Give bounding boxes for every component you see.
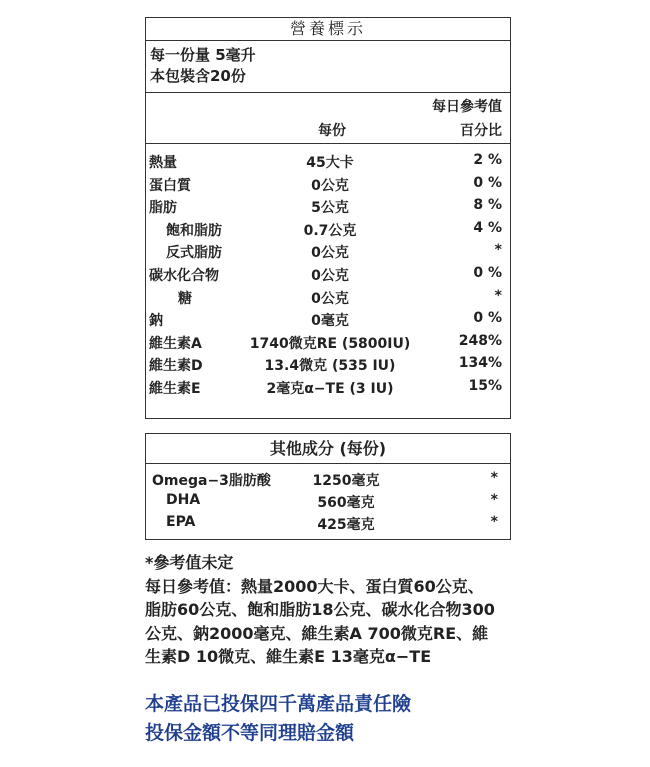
nutrient-row-name: 蛋白質 — [149, 177, 191, 194]
ingredient-row-amount: 1250毫克 — [312, 473, 380, 489]
nutrient-row — [146, 352, 510, 375]
nutrient-row-amount: 2毫克α−TE (3 IU) — [266, 380, 394, 397]
nutrient-row-daily-value: 15% — [468, 377, 502, 394]
nutrient-row — [146, 307, 510, 330]
nutrient-row-amount: 0.7公克 — [303, 222, 357, 239]
ingredient-row-name: EPA — [166, 514, 196, 530]
insurance-line: 投保金額不等同理賠金額 — [145, 722, 355, 744]
nutrient-row-name: 脂肪 — [149, 200, 177, 217]
nutrient-row-daily-value: 248% — [458, 332, 502, 349]
ingredient-row-daily-value: * — [490, 514, 498, 530]
nutrient-row-name: 反式脂肪 — [166, 245, 222, 262]
footnote-line: 生素D 10微克、維生素E 13毫克α−TE — [145, 647, 432, 666]
nutrient-row-name: 維生素A — [149, 335, 202, 352]
nutrient-row-daily-value: 4 % — [473, 219, 502, 236]
nutrient-row-amount: 0公克 — [311, 245, 349, 262]
nutrient-row-name: 維生素D — [149, 358, 203, 375]
nutrient-row — [146, 262, 510, 285]
nutrient-row-daily-value: 0 % — [473, 174, 502, 191]
ingredient-row — [146, 467, 510, 489]
nutrient-row — [146, 285, 510, 308]
ingredient-row-name: DHA — [166, 492, 201, 508]
footnote-line: 每日參考值：熱量2000大卡、蛋白質60公克、 — [145, 576, 484, 596]
nutrient-row-daily-value: 134% — [458, 355, 502, 372]
ingredient-row-amount: 425毫克 — [317, 517, 375, 533]
nutrient-row-name: 飽和脂肪 — [166, 222, 222, 239]
nutrient-row-daily-value: 2 % — [473, 152, 502, 168]
nutrient-row-name: 熱量 — [149, 155, 177, 171]
nutrient-row-daily-value: 0 % — [473, 264, 502, 281]
ingredient-row-amount: 560毫克 — [317, 495, 375, 511]
nutrient-row-daily-value: * — [494, 287, 502, 304]
nutrient-row — [146, 172, 510, 195]
nutrient-row-name: 糖 — [178, 290, 192, 307]
footnote-line: 公克、鈉2000毫克、維生素A 700微克RE、維 — [145, 623, 489, 643]
nutrient-row-amount: 45大卡 — [306, 155, 354, 171]
per-serving-header: 每份 — [318, 123, 346, 139]
servings-per-package: 本包裝含20份 — [150, 67, 246, 85]
nutrient-row — [146, 330, 510, 353]
nutrient-row — [146, 375, 510, 398]
nutrient-row-amount: 0公克 — [311, 177, 349, 194]
nutrient-row-daily-value: 8 % — [473, 197, 502, 214]
daily-value-header-line2: 百分比 — [460, 123, 502, 139]
nutrition-title: 營養標示 — [146, 18, 510, 41]
column-header — [146, 93, 510, 144]
insurance-notice — [145, 690, 525, 748]
nutrient-row-amount: 5公克 — [311, 200, 349, 217]
serving-info — [146, 41, 510, 93]
daily-value-header-line1: 每日參考值 — [432, 99, 502, 115]
footnotes — [145, 551, 515, 669]
nutrient-list — [146, 144, 510, 398]
nutrient-row-amount: 0公克 — [311, 267, 349, 284]
nutrient-row-amount: 0公克 — [311, 290, 349, 307]
nutrient-row-daily-value: * — [494, 242, 502, 259]
nutrition-facts-table — [145, 17, 511, 419]
nutrient-row — [146, 217, 510, 240]
nutrient-row-daily-value: 0 % — [473, 310, 502, 327]
nutrient-row — [146, 194, 510, 217]
nutrient-row-name: 碳水化合物 — [149, 267, 219, 284]
ingredient-row-daily-value: * — [490, 492, 498, 508]
serving-size: 每一份量 5毫升 — [150, 46, 256, 64]
nutrient-row-name: 鈉 — [149, 313, 163, 330]
ingredient-row — [146, 489, 510, 511]
nutrient-row-name: 維生素E — [149, 380, 201, 397]
nutrient-row-amount: 0毫克 — [311, 313, 349, 330]
nutrient-row-amount: 1740微克RE (5800IU) — [249, 335, 411, 352]
footnote-undetermined: *參考值未定 — [145, 553, 234, 572]
nutrient-row — [146, 239, 510, 262]
ingredient-row-daily-value: * — [490, 470, 498, 486]
nutrient-row-amount: 13.4微克 (535 IU) — [264, 358, 396, 375]
other-ingredients-table — [145, 433, 511, 540]
other-ingredient-list — [146, 464, 510, 533]
other-ingredients-title: 其他成分 (每份) — [146, 434, 510, 464]
ingredient-row-name: Omega−3脂肪酸 — [152, 473, 271, 489]
insurance-line: 本產品已投保四千萬產品責任險 — [145, 693, 412, 715]
ingredient-row — [146, 511, 510, 533]
nutrient-row — [146, 149, 510, 172]
footnote-line: 脂肪60公克、飽和脂肪18公克、碳水化合物300 — [145, 600, 495, 619]
